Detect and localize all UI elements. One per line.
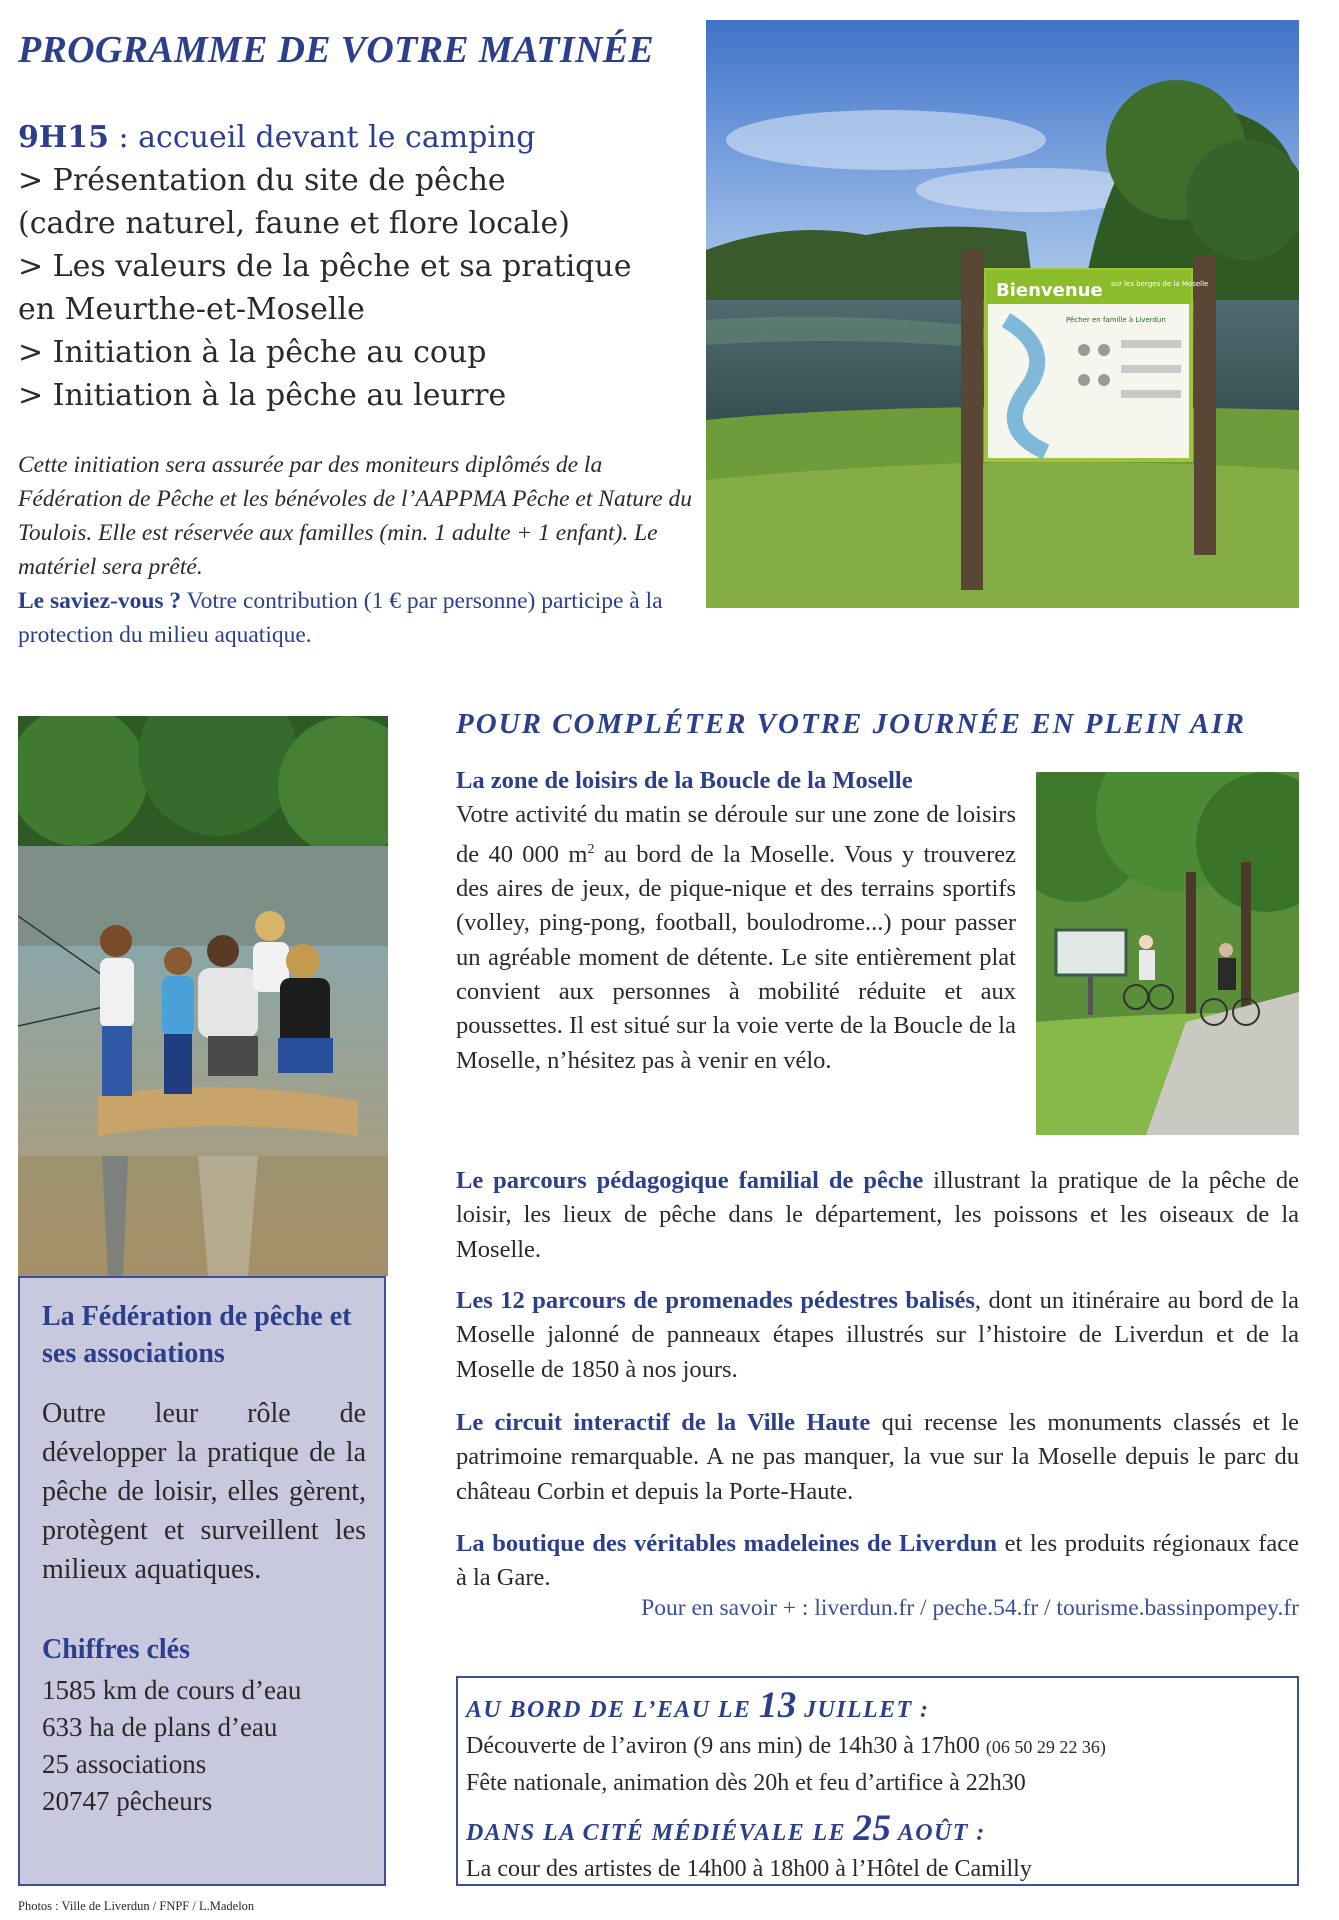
shop-text: et les produits régionaux face à la Gare. [456, 1530, 1299, 1592]
more-info-links: Pour en savoir + : liverdun.fr / peche.54.fr / tourisme.bassinpompey.fr [641, 1595, 1299, 1621]
key-figures-list [42, 1672, 366, 1820]
event-july-title-post: JUILLET : [796, 1697, 930, 1723]
schedule-line: > Les valeurs de la pêche et sa pratique [18, 249, 632, 284]
walks-title: Les 12 parcours de promenades pédestres balisés [456, 1287, 975, 1314]
key-figures-title: Chiffres clés [42, 1634, 190, 1665]
schedule-time-row [18, 116, 698, 159]
event-rowing-line [466, 1728, 1289, 1765]
photo-credit: Photos : Ville de Liverdun / FNPF / L.Madelon [18, 1899, 255, 1913]
pedagogic-text: illustrant la pratique de la pêche de loisir, les lieux de pêche dans le département, les poissons et les oiseaux de la Moselle. [456, 1167, 1299, 1263]
schedule-time: 9H15 [18, 120, 109, 155]
sign-subtitle: sur les berges de la Moselle [1111, 280, 1209, 288]
boucle-text-start: Votre activité du matin se déroule sur une zone de loisirs de 40 000 m [456, 801, 1016, 868]
key-figure: 633 ha de plans d’eau [42, 1712, 278, 1742]
schedule-line: en Meurthe-et-Moselle [18, 292, 365, 327]
intro-text: Cette initiation sera assurée par des moniteurs diplômés de la Fédération de Pêche et les bénévoles de l’AAPPMA Pêche et Nature du Toulois. Elle est réservée aux familles (min. 1 adulte + 1 enfant). Le matériel sera prêté. [18, 452, 693, 580]
circuit-paragraph [456, 1406, 1299, 1509]
squared-superscript: 2 [587, 841, 595, 857]
cycling-path-photo [1036, 772, 1299, 1135]
federation-title: La Fédération de pêche et ses associations [42, 1301, 352, 1369]
pedagogic-paragraph [456, 1164, 1299, 1267]
event-artists-line: La cour des artistes de 14h00 à 18h00 à l’Hôtel de Camilly [466, 1856, 1032, 1882]
key-figure: 1585 km de cours d’eau [42, 1675, 302, 1705]
federation-box [18, 1276, 386, 1886]
event-rowing-text: Découverte de l’aviron (9 ans min) de 14h30 à 17h00 [466, 1733, 986, 1759]
walks-paragraph [456, 1284, 1299, 1387]
event-july-title-pre: AU BORD DE L’EAU LE [466, 1697, 759, 1723]
event-august-title-pre: DANS LA CITÉ MÉDIÉVALE LE [466, 1820, 854, 1846]
boucle-text-end: au bord de la Moselle. Vous y trouverez des aires de jeux, de pique-nique et des terrains sportifs (volley, ping-pong, football, boulodrome...) pour passer un agréable moment de détente. Le site entièrement plat convient aux personnes à mobilité réduite et aux poussettes. Il est situé sur la voie verte de la Boucle de la Moselle, n’hésitez pas à venir en vélo. [456, 840, 1016, 1074]
sign-line: Pêcher en famille à Liverdun [1066, 316, 1166, 324]
circuit-title: Le circuit interactif de la Ville Haute [456, 1409, 871, 1436]
contribution-text: Votre contribution (1 € par personne) participe à la protection du milieu aquatique. [18, 588, 663, 648]
event-phone: (06 50 29 22 36) [985, 1737, 1106, 1757]
event-national-day-line: Fête nationale, animation dès 20h et feu d’artifice à 22h30 [466, 1770, 1026, 1796]
page-title: PROGRAMME DE VOTRE MATINÉE [18, 29, 655, 71]
shop-title: La boutique des véritables madeleines de Liverdun [456, 1530, 998, 1557]
lake-sign-photo [706, 20, 1299, 608]
boucle-paragraph [456, 764, 1016, 1078]
event-july-day: 13 [758, 1685, 797, 1726]
key-figure: 25 associations [42, 1749, 207, 1779]
outdoor-section-title: POUR COMPLÉTER VOTRE JOURNÉE EN PLEIN AIR [456, 708, 1246, 740]
morning-schedule [18, 116, 698, 417]
initiation-intro [18, 448, 698, 652]
pedagogic-title: Le parcours pédagogique familial de pêche [456, 1167, 924, 1194]
schedule-line: (cadre naturel, faune et flore locale) [18, 206, 570, 241]
event-august-title-post: AOÛT : [891, 1820, 986, 1846]
did-you-know-label: Le saviez-vous ? [18, 588, 182, 614]
sign-title: Bienvenue [996, 280, 1103, 301]
shop-paragraph [456, 1527, 1299, 1596]
event-august-day: 25 [853, 1808, 892, 1849]
schedule-line: > Initiation à la pêche au coup [18, 335, 487, 370]
federation-text: Outre leur rôle de développer la pratique de la pêche de loisir, elles gèrent, protègent et surveillent les milieux aquatiques. [42, 1398, 366, 1585]
schedule-welcome: : accueil devant le camping [108, 120, 536, 155]
schedule-line: > Présentation du site de pêche [18, 163, 506, 198]
walks-text: , dont un itinéraire au bord de la Moselle jalonné de panneaux étapes illustrés sur l’histoire de Liverdun et de la Moselle de 1850 à nos jours. [456, 1287, 1299, 1383]
event-july-title [466, 1685, 1289, 1728]
boucle-title: La zone de loisirs de la Boucle de la Moselle [456, 767, 913, 794]
circuit-text: qui recense les monuments classés et le patrimoine remarquable. A ne pas manquer, la vue sur la Moselle depuis le parc du château Corbin et depuis la Porte-Haute. [456, 1409, 1299, 1505]
family-fishing-photo [18, 716, 388, 1276]
key-figure: 20747 pêcheurs [42, 1786, 213, 1816]
event-august-title [466, 1808, 1289, 1851]
events-box [456, 1676, 1299, 1886]
schedule-line: > Initiation à la pêche au leurre [18, 378, 507, 413]
